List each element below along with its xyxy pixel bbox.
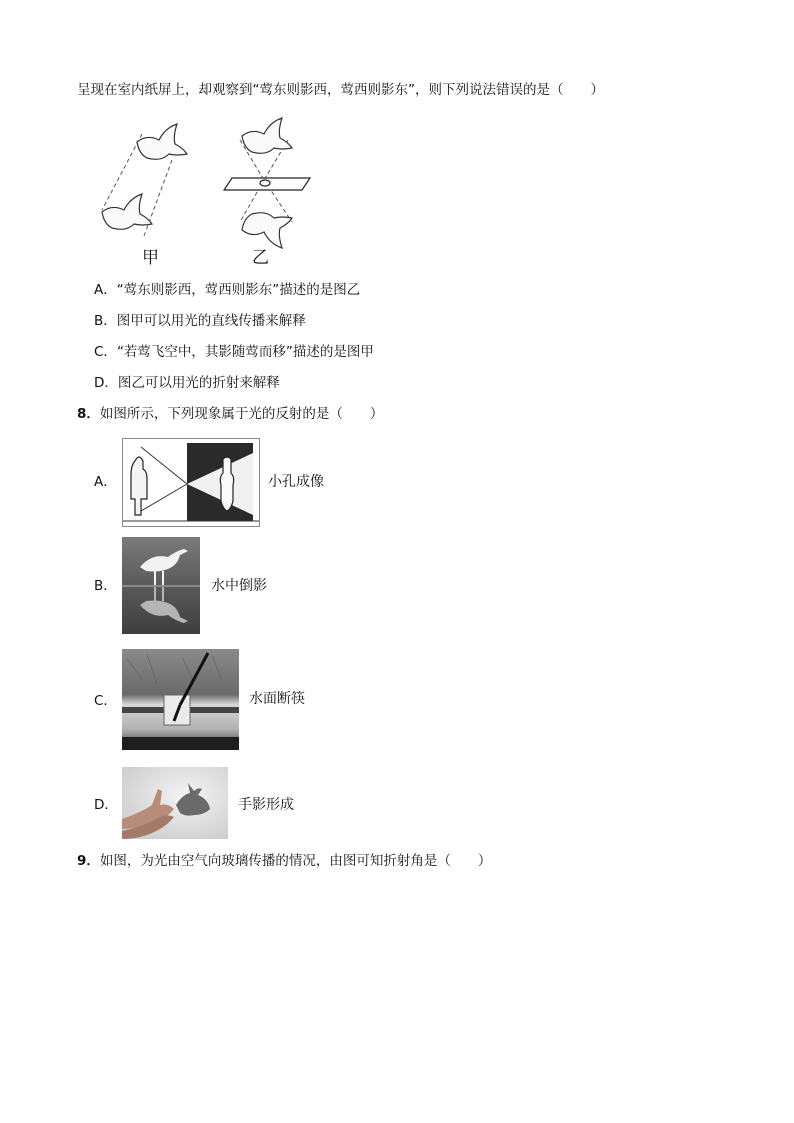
q8-option-d-letter[interactable]: D． — [94, 797, 118, 813]
option-letter: A． — [94, 282, 117, 298]
option-text: “莺东则影西，莺西则影东”描述的是图乙 — [116, 282, 361, 298]
q8-option-a-letter[interactable]: A． — [94, 474, 117, 490]
option-text: 图甲可以用光的直线传播来解释 — [116, 313, 306, 329]
q8-option-d-caption: 手影形成 — [238, 797, 294, 813]
q7-stem: 呈现在室内纸屏上，却观察到“莺东则影西，莺西则影东”，则下列说法错误的是（ ） — [77, 82, 604, 98]
q8-stem — [77, 405, 383, 423]
bird-shadow-diagram — [92, 112, 332, 272]
hand-shadow-image — [122, 767, 228, 839]
bird-icon — [102, 124, 187, 229]
question-text: 如图所示，下列现象属于光的反射的是（ ） — [99, 406, 384, 422]
heron-reflection-image — [122, 537, 200, 634]
option-text: “若莺飞空中，其影随莺而移”描述的是图甲 — [116, 344, 374, 360]
q7-option-b[interactable] — [94, 312, 306, 330]
figure-label-jia: 甲 — [142, 248, 159, 268]
q7-option-d[interactable] — [94, 374, 280, 392]
option-letter: B． — [94, 313, 117, 329]
option-letter: D． — [94, 375, 118, 391]
bent-chopstick-image — [122, 649, 239, 750]
q7-figure — [92, 112, 332, 272]
q8-option-b-letter[interactable]: B． — [94, 578, 117, 594]
q7-option-a[interactable] — [94, 281, 360, 299]
option-letter: C． — [94, 344, 117, 360]
figure-label-yi: 乙 — [252, 248, 269, 268]
q7-option-c[interactable] — [94, 343, 374, 361]
q9-stem — [77, 852, 491, 870]
pinhole-board — [224, 178, 310, 190]
option-text: 图乙可以用光的折射来解释 — [117, 375, 280, 391]
question-number: 8． — [77, 406, 100, 422]
q8-option-c-letter[interactable]: C． — [94, 693, 117, 709]
question-number: 9． — [77, 853, 100, 869]
q8-option-c-caption: 水面断筷 — [249, 691, 305, 707]
question-text: 如图，为光由空气向玻璃传播的情况，由图可知折射角是（ ） — [99, 853, 492, 869]
pinhole-image — [122, 438, 260, 527]
q8-option-a-caption: 小孔成像 — [268, 474, 324, 490]
q8-option-b-caption: 水中倒影 — [211, 578, 267, 594]
